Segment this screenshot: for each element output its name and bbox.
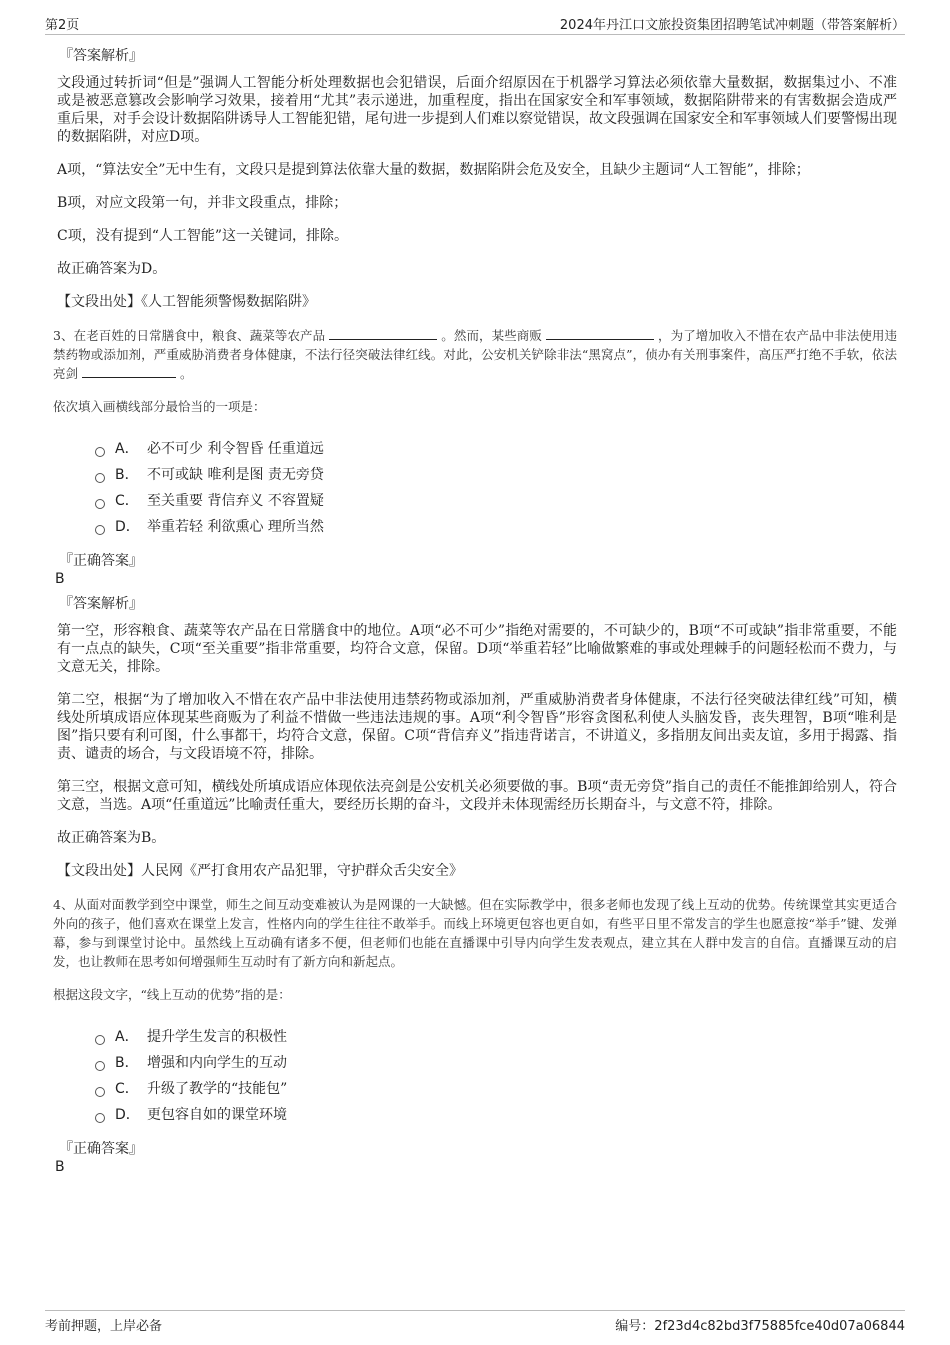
- radio-icon[interactable]: [95, 1061, 105, 1071]
- fill-blank: [82, 365, 176, 378]
- q4-stem: 4、从面对面教学到空中课堂，师生之间互动变难被认为是网课的一大缺憾。但在实际教学中，很多老师也发现了线上互动的优势。传统课堂其实更适合外向的孩子，他们喜欢在课堂上发言，性格内向的学生往往不敢举手。而线上环境更包容也更自如，有些平日里不常发言的学生也愿意按“举手”键、发弹幕，参与到课堂讨论中。虽然线上互动确有诸多不便，但老师们也能在直播课中引导内向学生发表观点，建立其在人群中发言的自信。直播课互动的启发，也让教师在思考如何增强师生互动时有了新方向和新起点。: [53, 897, 897, 969]
- option-b[interactable]: B． 不可或缺 唯利是图 责无旁贷: [95, 462, 897, 488]
- option-d[interactable]: D． 更包容自如的课堂环境: [95, 1102, 897, 1128]
- q3-analysis-paragraph: 第三空，根据文意可知，横线处所填成语应体现依法亮剑是公安机关必须要做的事。B项“责无旁贷”指自己的责任不能推卸给别人，符合文意，当选。A项“任重道远”比喻责任重大，要经历长期的奋斗，文段并未体现需经历长期奋斗，与文意不符，排除。: [57, 779, 897, 813]
- q3-answer-label: 『正确答案』: [59, 553, 143, 569]
- q4-options: [95, 1024, 897, 1128]
- q4-answer-label: 『正确答案』: [59, 1141, 143, 1157]
- q3-source: 【文段出处】人民网《严打食用农产品犯罪，守护群众舌尖安全》: [57, 863, 463, 879]
- q3-analysis-paragraph: 第二空，根据“为了增加收入不惜在农产品中非法使用违禁药物或添加剂，严重威胁消费者身体健康，不法行径突破法律红线”可知，横线处所填成语应体现某些商贩为了利益不惜做一些违法违规的事。A项“利令智昏”形容贪图私利使人头脑发昏，丧失理智，B项“唯利是图”指只要有利可图，什么事都干，均符合文意，保留。C项“背信弃义”指违背诺言，不讲道义，多指朋友间出卖友谊，多用于揭露、指责、谴责的场合，与文段语境不符，排除。: [57, 692, 897, 762]
- q2-analysis-paragraph: 文段通过转折词“但是”强调人工智能分析处理数据也会犯错误，后面介绍原因在于机器学习算法必须依靠大量数据，数据集过小、不准或是被恶意篡改会影响学习效果，接着用“尤其”表示递进，加重程度，指出在国家安全和军事领域，数据陷阱带来的有害数据会造成严重后果，对手会设计数据陷阱诱导人工智能犯错，尾句进一步提到人们难以察觉错误，故文段强调在国家安全和军事领域人们要警惕出现的数据陷阱，对应D项。: [57, 75, 897, 145]
- q2-conclusion: 故正确答案为D。: [57, 261, 167, 277]
- q2-source: 【文段出处】《人工智能须警惕数据陷阱》: [57, 294, 316, 310]
- radio-icon[interactable]: [95, 473, 105, 483]
- option-a[interactable]: A． 必不可少 利令智昏 任重道远: [95, 436, 897, 462]
- footer-slogan: 考前押题，上岸必备: [45, 1319, 163, 1334]
- footer-code: 编号：2f23d4c82bd3f75885fce40d07a06844: [615, 1319, 905, 1334]
- option-d[interactable]: D． 举重若轻 利欲熏心 理所当然: [95, 514, 897, 540]
- q3-answer: B: [55, 571, 65, 587]
- radio-icon[interactable]: [95, 1113, 105, 1123]
- document-title: 2024年丹江口文旅投资集团招聘笔试冲刺题（带答案解析）: [559, 18, 905, 33]
- q2-analysis-paragraph: B项，对应文段第一句，并非文段重点，排除；: [57, 195, 348, 211]
- q4-answer: B: [55, 1159, 65, 1175]
- page-content: [53, 40, 897, 1182]
- q4-prompt: 根据这段文字，“线上互动的优势”指的是：: [53, 987, 291, 1002]
- fill-blank: [546, 327, 654, 340]
- fill-blank: [329, 327, 437, 340]
- q3-analysis-paragraph: 第一空，形容粮食、蔬菜等农产品在日常膳食中的地位。A项“必不可少”指绝对需要的，不可缺少的，B项“不可或缺”指非常重要，不能有一点点的缺失，C项“至关重要”指非常重要，均符合文意，保留。D项“举重若轻”比喻做繁难的事或处理棘手的问题轻松而不费力，与文意无关，排除。: [57, 623, 897, 675]
- radio-icon[interactable]: [95, 525, 105, 535]
- page-footer: [45, 1310, 905, 1339]
- q2-analysis-label: 『答案解析』: [59, 48, 143, 64]
- page-number: 第2页: [45, 18, 80, 33]
- option-c[interactable]: C． 升级了教学的“技能包”: [95, 1076, 897, 1102]
- q3-conclusion: 故正确答案为B。: [57, 830, 166, 846]
- q3-options: [95, 436, 897, 540]
- option-c[interactable]: C． 至关重要 背信弃义 不容置疑: [95, 488, 897, 514]
- radio-icon[interactable]: [95, 1087, 105, 1097]
- q2-analysis-paragraph: A项，“算法安全”无中生有，文段只是提到算法依靠大量的数据，数据陷阱会危及安全，且缺少主题词“人工智能”，排除；: [57, 162, 810, 178]
- radio-icon[interactable]: [95, 1035, 105, 1045]
- q3-prompt: 依次填入画横线部分最恰当的一项是：: [53, 399, 266, 414]
- q3-stem: 3、在老百姓的日常膳食中，粮食、蔬菜等农产品 。然而，某些商贩 ，为了增加收入不惜在农产品中非法使用违禁药物或添加剂，严重威胁消费者身体健康，不法行径突破法律红线。对此，公安机关铲除非法“黑窝点”，侦办有关刑事案件，高压严打绝不手软，依法亮剑 。: [53, 328, 897, 381]
- q2-analysis-paragraph: C项，没有提到“人工智能”这一关键词，排除。: [57, 228, 349, 244]
- q3-analysis-label: 『答案解析』: [59, 596, 143, 612]
- page-header: [45, 12, 905, 35]
- option-b[interactable]: B． 增强和内向学生的互动: [95, 1050, 897, 1076]
- radio-icon[interactable]: [95, 499, 105, 509]
- radio-icon[interactable]: [95, 447, 105, 457]
- option-a[interactable]: A． 提升学生发言的积极性: [95, 1024, 897, 1050]
